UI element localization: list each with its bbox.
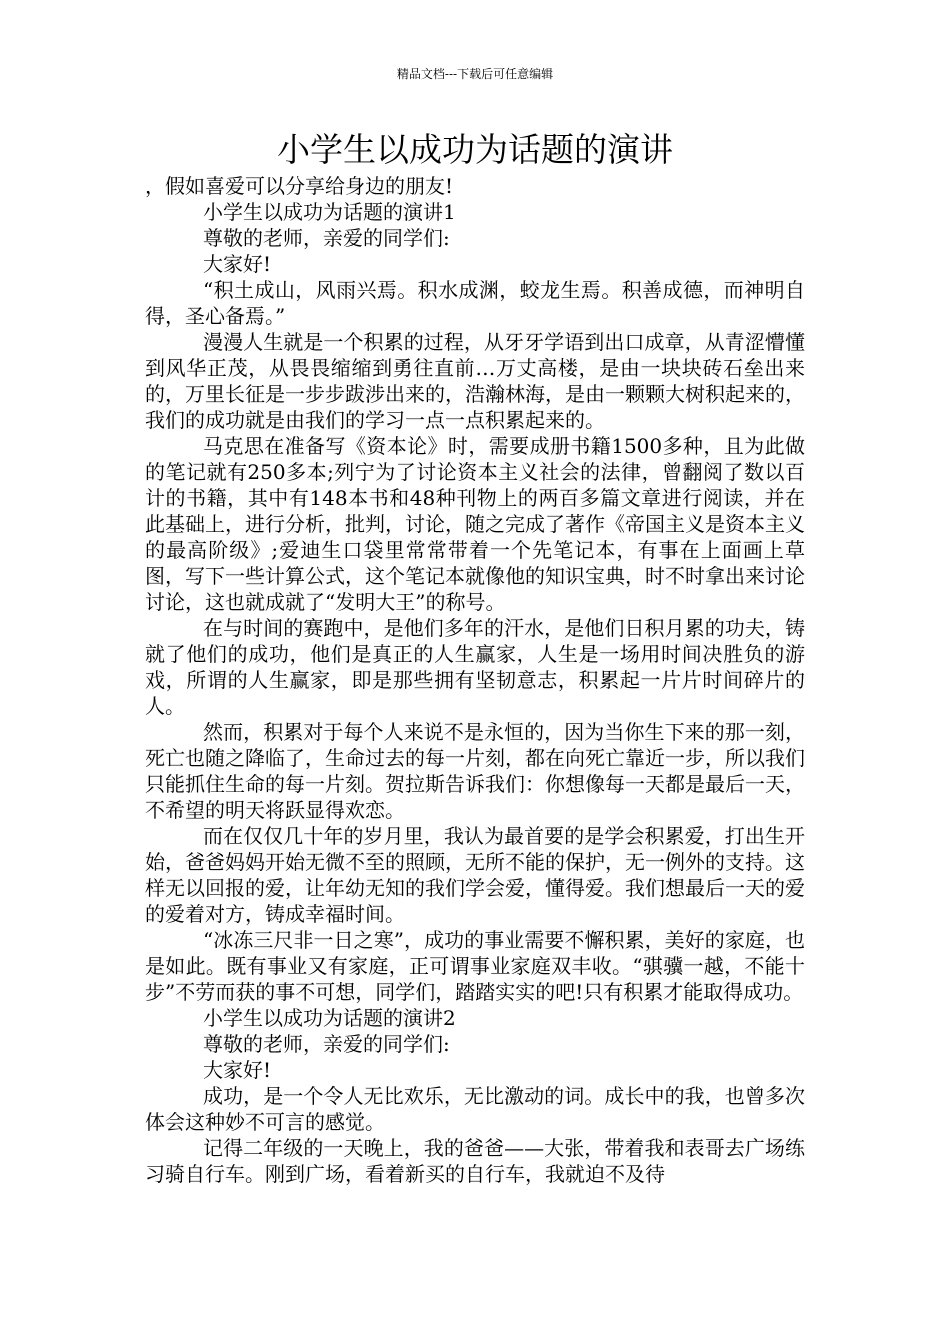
- paragraph: 小学生以成功为话题的演讲1: [203, 200, 456, 224]
- paragraph: “积土成山，风雨兴焉。积水成渊，蛟龙生焉。积善成德，而神明自得，圣心备焉。”: [145, 278, 805, 328]
- paragraph: 而在仅仅几十年的岁月里，我认为最首要的是学会积累爱，打出生开始，爸爸妈妈开始无微不至的照顾，无所不能的保护，无一例外的支持。这样无以回报的爱，让年幼无知的我们学会爱，懂得爱。我们想最后一天的爱的爱着对方，铸成幸福时间。: [145, 824, 805, 926]
- paragraph: 然而，积累对于每个人来说不是永恒的，因为当你生下来的那一刻，死亡也随之降临了，生命过去的每一片刻，都在向死亡靠近一步，所以我们只能抓住生命的每一片刻。贺拉斯告诉我们：你想像每一天都是最后一天，不希望的明天将跃显得欢恋。: [145, 720, 805, 822]
- paragraph: 成功，是一个令人无比欢乐，无比激动的词。成长中的我，也曾多次体会这种妙不可言的感觉。: [145, 1084, 805, 1134]
- paragraph: 尊敬的老师，亲爱的同学们:: [203, 1032, 450, 1056]
- document-title: 小学生以成功为话题的演讲: [277, 130, 673, 169]
- paragraph: 记得二年级的一天晚上，我的爸爸——大张，带着我和表哥去广场练习骑自行车。刚到广场，看着新买的自行车，我就迫不及待: [145, 1136, 805, 1186]
- paragraph: 小学生以成功为话题的演讲2: [203, 1006, 456, 1030]
- paragraph: ，假如喜爱可以分享给身边的朋友!: [145, 174, 454, 198]
- paragraph: 漫漫人生就是一个积累的过程，从牙牙学语到出口成章，从青涩懵懂到风华正茂，从畏畏缩缩到勇往直前…万丈高楼，是由一块块砖石垒出来的，万里长征是一步步跋涉出来的，浩瀚林海，是由一颗颗大树积起来的，我们的成功就是由我们的学习一点一点积累起来的。: [145, 330, 805, 432]
- document-body: [145, 173, 805, 1187]
- paragraph: 大家好!: [203, 252, 272, 276]
- paragraph: 在与时间的赛跑中，是他们多年的汗水，是他们日积月累的功夫，铸就了他们的成功，他们是真正的人生赢家，人生是一场用时间决胜负的游戏，所谓的人生赢家，即是那些拥有坚韧意志，积累起一片片时间碎片的人。: [145, 616, 805, 718]
- paragraph: 大家好!: [203, 1058, 272, 1082]
- paragraph: 尊敬的老师，亲爱的同学们:: [203, 226, 450, 250]
- header-note: 精品文档---下载后可任意编辑: [396, 67, 554, 81]
- paragraph: 马克思在准备写《资本论》时，需要成册书籍1500多种，且为此做的笔记就有250多本;列宁为了讨论资本主义社会的法律，曾翻阅了数以百计的书籍，其中有148本书和48种刊物上的两百多篇文章进行阅读，并在此基础上，进行分析，批判，讨论，随之完成了著作《帝国主义是资本主义的最高阶级》;爱迪生口袋里常常带着一个先笔记本，有事在上面画上草图，写下一些计算公式，这个笔记本就像他的知识宝典，时不时拿出来讨论讨论，这也就成就了“发明大王”的称号。: [145, 434, 805, 614]
- paragraph: “冰冻三尺非一日之寒”，成功的事业需要不懈积累，美好的家庭，也是如此。既有事业又有家庭，正可谓事业家庭双丰收。“骐骥一越，不能十步”不劳而获的事不可想，同学们，踏踏实实的吧!只有积累才能取得成功。: [145, 928, 805, 1004]
